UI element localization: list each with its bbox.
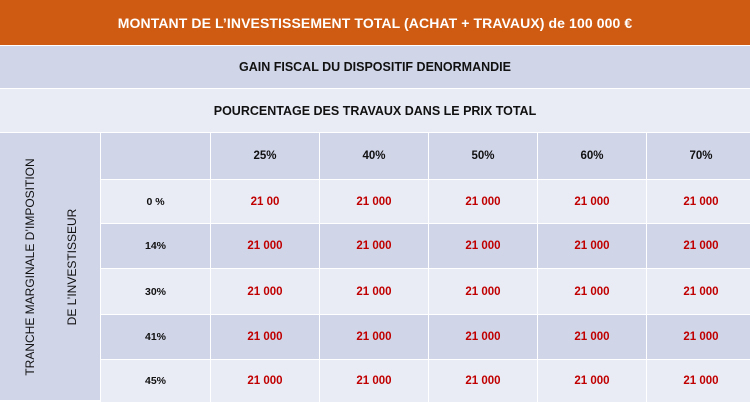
column-header: 40% xyxy=(320,133,428,179)
row-group-label-line1: TRANCHE MARGINALE D’IMPOSITION xyxy=(23,157,37,376)
column-header: 60% xyxy=(538,133,646,179)
value-cell: 21 000 xyxy=(429,360,537,402)
value-cell: 21 000 xyxy=(538,180,646,223)
table-title: MONTANT DE L’INVESTISSEMENT TOTAL (ACHAT + TRAVAUX) de 100 000 € xyxy=(0,0,750,45)
value-cell: 21 000 xyxy=(429,180,537,223)
value-cell: 21 000 xyxy=(211,360,319,402)
column-group-label: POURCENTAGE DES TRAVAUX DANS LE PRIX TOTAL xyxy=(0,89,750,132)
value-cell: 21 000 xyxy=(320,269,428,314)
value-cell: 21 000 xyxy=(538,360,646,402)
value-cell: 21 000 xyxy=(320,180,428,223)
value-cell: 21 000 xyxy=(429,224,537,268)
value-cell: 21 00 xyxy=(211,180,319,223)
row-label: 41% xyxy=(101,315,210,359)
data-grid xyxy=(101,133,750,402)
value-cell: 21 000 xyxy=(320,224,428,268)
value-cell: 21 000 xyxy=(647,224,750,268)
value-cell: 21 000 xyxy=(429,315,537,359)
value-cell: 21 000 xyxy=(647,360,750,402)
value-cell: 21 000 xyxy=(211,224,319,268)
value-cell: 21 000 xyxy=(429,269,537,314)
row-label: 0 % xyxy=(101,180,210,223)
row-label: 30% xyxy=(101,269,210,314)
column-header: 70% xyxy=(647,133,750,179)
value-cell: 21 000 xyxy=(538,224,646,268)
value-cell: 21 000 xyxy=(538,269,646,314)
row-group-header xyxy=(0,133,100,400)
row-label: 45% xyxy=(101,360,210,402)
table-subtitle: GAIN FISCAL DU DISPOSITIF DENORMANDIE xyxy=(0,46,750,88)
column-header: 25% xyxy=(211,133,319,179)
row-group-label-line2: DE L’INVESTISSEUR xyxy=(65,208,79,325)
value-cell: 21 000 xyxy=(320,315,428,359)
value-cell: 21 000 xyxy=(538,315,646,359)
value-cell: 21 000 xyxy=(647,180,750,223)
row-label: 14% xyxy=(101,224,210,268)
value-cell: 21 000 xyxy=(647,315,750,359)
column-header: 50% xyxy=(429,133,537,179)
value-cell: 21 000 xyxy=(647,269,750,314)
value-cell: 21 000 xyxy=(320,360,428,402)
value-cell: 21 000 xyxy=(211,269,319,314)
corner-cell xyxy=(101,133,210,179)
value-cell: 21 000 xyxy=(211,315,319,359)
